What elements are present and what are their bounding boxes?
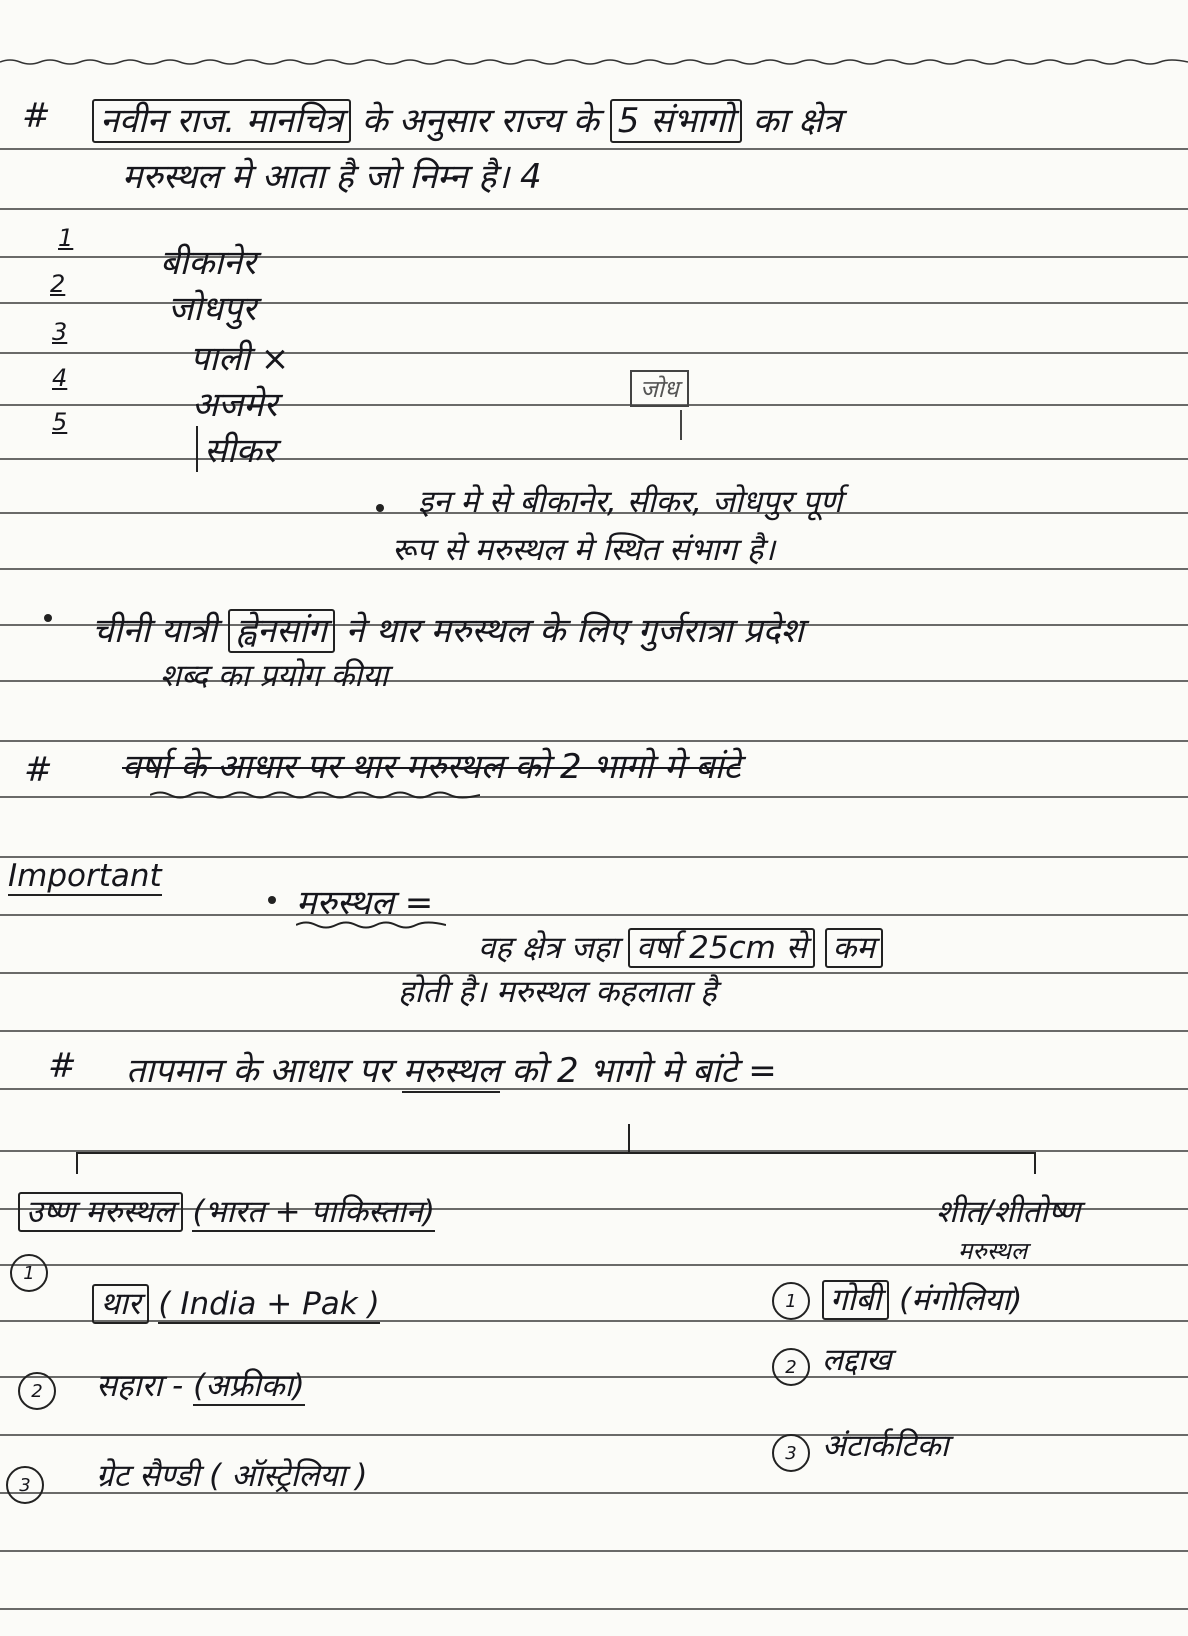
ruled-line — [0, 208, 1188, 210]
definition-bullet — [268, 896, 276, 904]
sahara-paren: (अफ्रीका) — [193, 1368, 305, 1404]
ruled-line — [0, 1550, 1188, 1552]
cold-item-gobi — [822, 1278, 1022, 1320]
hot-item-thar — [92, 1282, 380, 1324]
note1-bullet — [376, 504, 384, 512]
ruled-line — [0, 1030, 1188, 1032]
ruled-line — [0, 914, 1188, 916]
list-number: 5 — [52, 408, 68, 436]
list-item-bikaner: बीकानेर — [160, 243, 256, 283]
list-number: 4 — [52, 364, 68, 392]
hiuen-pre: चीनी यात्री — [92, 611, 217, 651]
hot-item-number: 2 — [18, 1372, 56, 1410]
heading1-line2: मरुस्थल मे आता है जो निम्न है। 4 — [122, 157, 542, 197]
gobi-rest: (मंगोलिया) — [899, 1282, 1023, 1318]
hot-item-number: 3 — [6, 1466, 44, 1504]
list-item-jodhpur: जोधपुर — [168, 289, 257, 329]
list-number: 2 — [50, 270, 66, 298]
thar-box: थार — [92, 1284, 149, 1324]
great-sandy-paren: ( ऑस्ट्रेलिया ) — [209, 1458, 368, 1494]
heading2-wavy-underline — [150, 790, 480, 800]
list-number: 3 — [52, 318, 68, 346]
definition-term: मरुस्थल = — [296, 883, 434, 923]
cold-item-number: 3 — [772, 1434, 810, 1472]
heading1-mid: के अनुसार राज्य के — [361, 101, 599, 141]
sketch-arrow-line — [680, 410, 682, 440]
hot-item-number: 1 — [10, 1254, 48, 1292]
definition-pre: वह क्षेत्र जहा — [478, 930, 619, 966]
heading3-post: को 2 भागो मे बांटे = — [511, 1051, 777, 1091]
thar-rest: ( India + Pak ) — [158, 1286, 380, 1322]
sahara-text: सहारा - — [96, 1368, 184, 1404]
heading1-divisions-box: 5 संभागो — [610, 99, 742, 143]
heading3-underlined: मरुस्थल — [402, 1051, 501, 1091]
cold-item-antarctica: अंटार्कटिका — [822, 1428, 949, 1464]
heading2-hash: # — [24, 750, 53, 790]
small-sketch-box: जोध — [630, 370, 689, 407]
tree-branch — [76, 1152, 1036, 1154]
ruled-line — [0, 1608, 1188, 1610]
heading3-hash: # — [48, 1046, 77, 1086]
heading1-map-box: नवीन राज. मानचित्र — [92, 99, 351, 143]
ruled-line — [0, 352, 1188, 354]
definition-rainfall-box: वर्षा 25cm से — [628, 928, 815, 968]
definition-line2: होती है। मरुस्थल कहलाता है — [398, 974, 717, 1010]
list-number: 1 — [58, 224, 74, 252]
hiuen-box: ह्वेनसांग — [228, 609, 335, 653]
tree-left-drop — [76, 1152, 78, 1174]
hot-desert-header — [18, 1190, 435, 1232]
tree-right-drop — [1034, 1152, 1036, 1174]
ruled-line — [0, 148, 1188, 150]
cold-desert-title2: मरुस्थल — [958, 1237, 1028, 1265]
hot-item-sahara — [96, 1364, 305, 1406]
top-wavy-border — [0, 58, 1188, 66]
ruled-line — [0, 404, 1188, 406]
hiuen-bullet — [44, 614, 52, 622]
note1-line1: इन मे से बीकानेर, सीकर, जोधपुर पूर्ण — [418, 484, 843, 520]
great-sandy-text: ग्रेट सैण्डी — [96, 1458, 200, 1494]
gobi-box: गोबी — [822, 1280, 889, 1320]
hiuen-term: गुर्जरात्रा प्रदेश — [637, 611, 804, 651]
cold-item-ladakh: लद्दाख — [822, 1342, 892, 1378]
heading1-end: का क्षेत्र — [752, 101, 842, 141]
definition-less-box: कम — [825, 928, 883, 968]
definition-line1 — [478, 926, 883, 968]
heading2-text: वर्षा के आधार पर थार मरुस्थल को 2 भागो मे बांटे — [122, 747, 741, 787]
heading1-hash: # — [22, 96, 51, 136]
list-item-sikar: सीकर — [196, 426, 276, 472]
hiuen-mid: ने थार मरुस्थल के लिए — [345, 611, 627, 651]
ruled-line — [0, 856, 1188, 858]
cold-item-number: 1 — [772, 1282, 810, 1320]
definition-term-wavy-underline — [296, 920, 446, 930]
ruled-line — [0, 458, 1188, 460]
important-label: Important — [8, 858, 162, 894]
ruled-line — [0, 1434, 1188, 1436]
hot-desert-box: उष्ण मरुस्थल — [18, 1192, 183, 1232]
note1-line2: रूप से मरुस्थल मे स्थित संभाग है। — [392, 532, 776, 568]
hot-desert-paren: (भारत + पाकिस्तान) — [192, 1194, 435, 1230]
heading1 — [92, 96, 841, 142]
heading3-pre: तापमान के आधार पर — [126, 1051, 392, 1091]
cold-desert-title1: शीत/शीतोष्ण — [936, 1194, 1081, 1230]
hiuen-line2: शब्द का प्रयोग कीया — [160, 658, 389, 694]
list-item-ajmer: अजमेर — [192, 385, 278, 425]
cold-item-number: 2 — [772, 1348, 810, 1386]
hiuen-line1 — [92, 606, 804, 652]
tree-stem — [628, 1124, 630, 1154]
heading3 — [126, 1046, 777, 1092]
hot-item-great-sandy — [96, 1454, 367, 1496]
list-item-pali: पाली × — [190, 339, 290, 379]
